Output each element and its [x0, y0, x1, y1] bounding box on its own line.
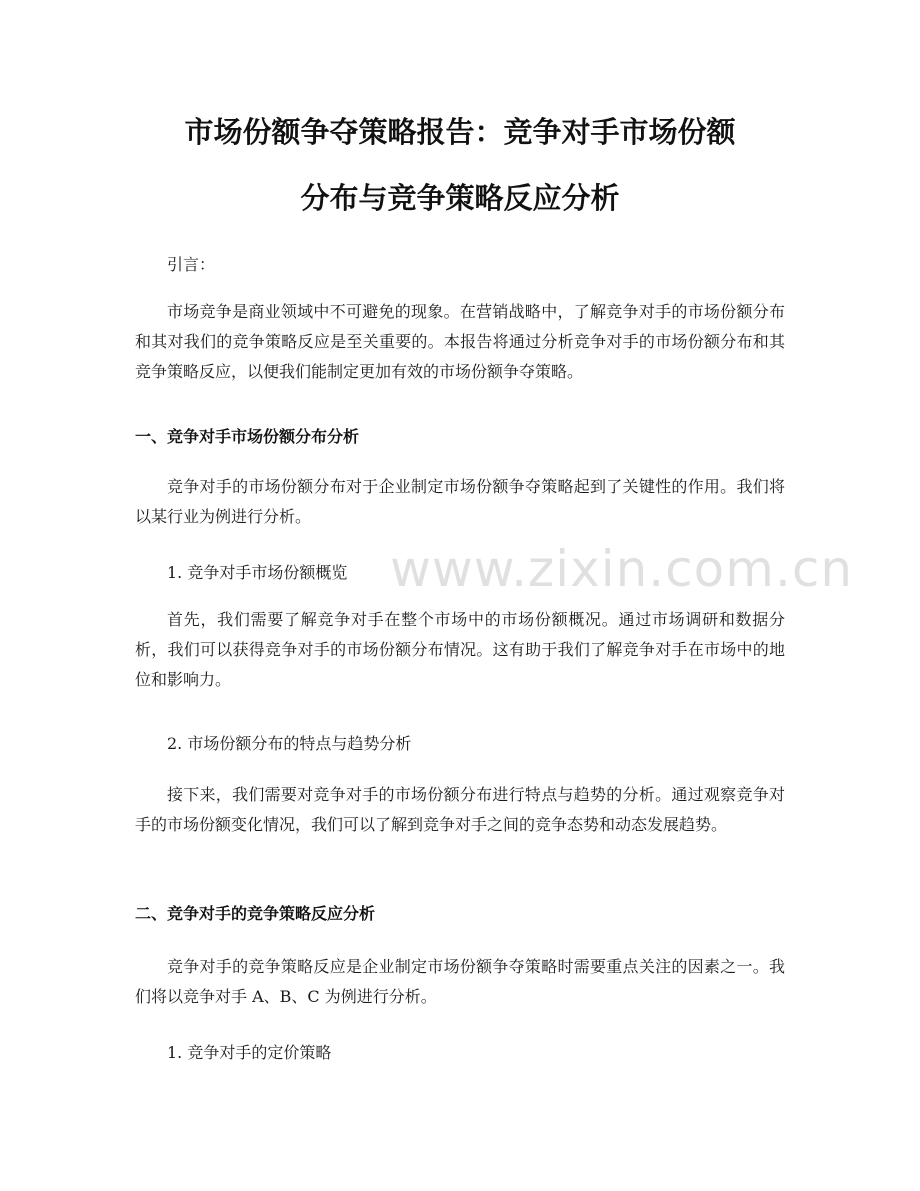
intro-label: 引言： [167, 255, 216, 274]
watermark: www.zixin.com.cn [390, 540, 854, 598]
section-1-heading: 一、竞争对手市场份额分布分析 [135, 427, 360, 446]
document-title [120, 99, 800, 231]
section-2-sub-1-heading: 1. 竞争对手的定价策略 [167, 1043, 332, 1062]
section-1-sub-1-heading: 1. 竞争对手市场份额概览 [167, 563, 348, 582]
title-line-2: 分布与竞争策略反应分析 [300, 181, 620, 215]
section-1-sub-1-paragraph: 首先，我们需要了解竞争对手在整个市场中的市场份额概况。通过市场调研和数据分析，我们可以获得竞争对手的市场份额分布情况。这有助于我们了解竞争对手在市场中的地位和影响力。 [135, 610, 785, 689]
section-1-sub-2-paragraph: 接下来，我们需要对竞争对手的市场份额分布进行特点与趋势的分析。通过观察竞争对手的市场份额变化情况，我们可以了解到竞争对手之间的竞争态势和动态发展趋势。 [135, 785, 785, 834]
section-2-paragraph: 竞争对手的竞争策略反应是企业制定市场份额争夺策略时需要重点关注的因素之一。我们将以竞争对手 A、B、C 为例进行分析。 [135, 957, 785, 1006]
section-2-heading: 二、竞争对手的竞争策略反应分析 [135, 904, 376, 923]
section-1-paragraph: 竞争对手的市场份额分布对于企业制定市场份额争夺策略起到了关键性的作用。我们将以某行业为例进行分析。 [135, 477, 785, 526]
title-line-1: 市场份额争夺策略报告：竞争对手市场份额 [184, 115, 736, 149]
intro-paragraph: 市场竞争是商业领域中不可避免的现象。在营销战略中，了解竞争对手的市场份额分布和其对我们的竞争策略反应是至关重要的。本报告将通过分析竞争对手的市场份额分布和其竞争策略反应，以便我们能制定更加有效的市场份额争夺策略。 [135, 302, 785, 381]
section-1-sub-2-heading: 2. 市场份额分布的特点与趋势分析 [167, 734, 412, 753]
